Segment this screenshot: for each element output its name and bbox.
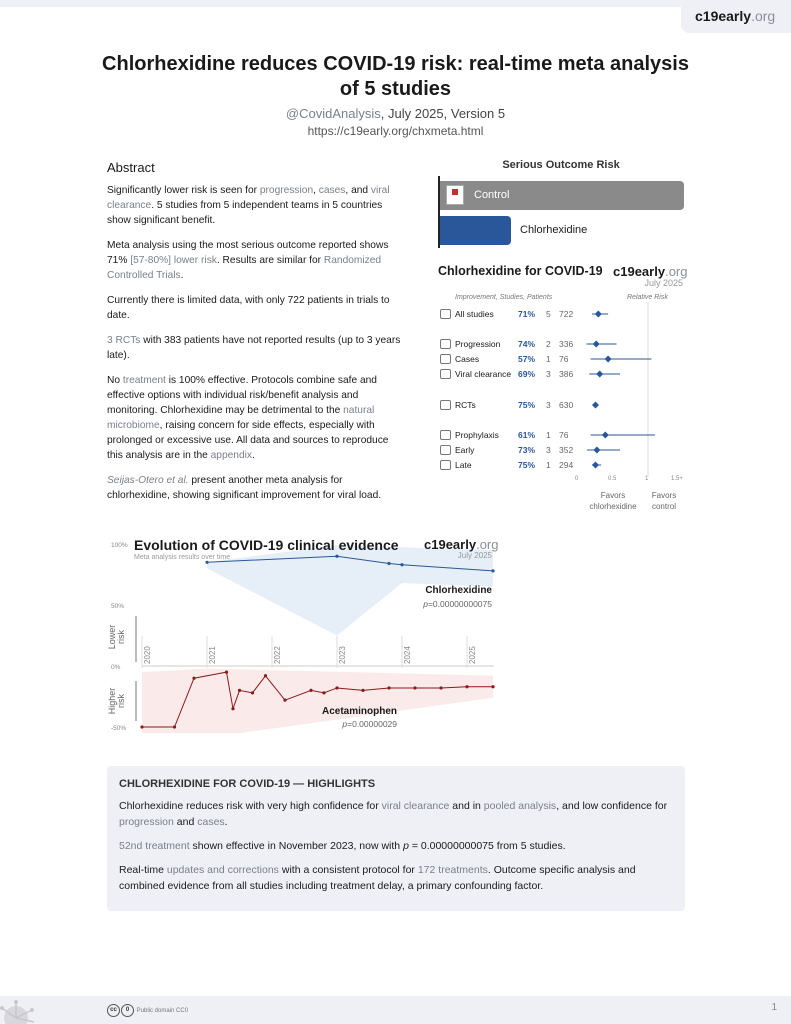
forest-plot	[438, 262, 688, 512]
forest-row	[438, 443, 688, 457]
forest-row	[438, 307, 688, 321]
forest-row	[438, 458, 688, 472]
favors-control: Favors control	[651, 491, 677, 511]
cases-icon	[440, 354, 451, 364]
link-lower-risk[interactable]: lower risk	[173, 255, 217, 266]
chlorhexidine-point	[205, 561, 208, 564]
forest-header-relative: Relative Risk	[627, 294, 668, 301]
year-label: 2024	[403, 646, 412, 664]
acetaminophen-point	[251, 691, 254, 694]
acetaminophen-p-value: p=0.00000029	[342, 719, 397, 729]
link-viral-clearance[interactable]: viral clearance	[107, 185, 390, 211]
forest-row-label: All studies	[455, 309, 494, 319]
hl-link-viral-clearance[interactable]: viral clearance	[381, 800, 450, 812]
abstract-p1: Significantly lower risk is seen for progression, cases, and viral clearance. 5 studies from 5 independent teams in 5 countries show significant benefit.	[107, 185, 390, 226]
forest-row-studies: 1	[546, 354, 551, 364]
forest-tick-1: 0.5	[608, 476, 617, 482]
hospital-icon	[446, 185, 464, 205]
forest-row-label: Cases	[455, 354, 480, 364]
acetaminophen-point	[413, 686, 416, 689]
forest-row	[438, 398, 688, 412]
year-label: 2023	[338, 646, 347, 664]
chlorhexidine-bar-label: Chlorhexidine	[520, 224, 588, 236]
forest-row	[438, 367, 688, 381]
virus-icon	[440, 369, 451, 379]
forest-row-patients: 76	[559, 430, 569, 440]
forest-row-studies: 3	[546, 445, 551, 455]
forest-row-patients: 722	[559, 309, 574, 319]
link-3-rcts[interactable]: 3 RCTs	[107, 335, 141, 346]
forest-row-label: Prophylaxis	[455, 430, 499, 440]
top-bar	[0, 0, 791, 7]
abstract-p4: 3 RCTs with 383 patients have not reported results (up to 3 years late).	[107, 335, 401, 361]
abstract	[107, 160, 407, 513]
byline: @CovidAnalysis, July 2025, Version 5	[285, 106, 506, 121]
acetaminophen-point	[264, 674, 267, 677]
higher-risk-label: Higher risk	[107, 687, 126, 715]
control-bar: Control	[440, 181, 684, 210]
license[interactable]: cc 0 Public domain CC0	[107, 1004, 188, 1017]
acetaminophen-point	[439, 686, 442, 689]
y-label-50: 50%	[111, 603, 125, 610]
summary-icon	[440, 309, 451, 319]
abstract-heading: Abstract	[107, 160, 155, 175]
forest-title: Chlorhexidine for COVID-19	[438, 264, 603, 278]
forest-row-label: Progression	[455, 339, 501, 349]
year-label: 2025	[468, 646, 477, 664]
forest-row	[438, 337, 688, 351]
forest-date: July 2025	[644, 278, 683, 288]
acetaminophen-point	[231, 707, 234, 710]
forest-row-patients: 294	[559, 460, 574, 470]
acetaminophen-point	[309, 689, 312, 692]
highlights-box	[107, 766, 685, 911]
link-treatment[interactable]: treatment	[122, 375, 166, 386]
chlorhexidine-point	[387, 562, 390, 565]
y-label-0: 0%	[111, 664, 121, 671]
forest-row-label: Viral clearance	[455, 369, 512, 379]
forest-row-studies: 3	[546, 369, 551, 379]
prophylaxis-icon	[440, 430, 451, 440]
forest-row-studies: 2	[546, 339, 551, 349]
forest-header-improvement: Improvement, Studies, Patients	[455, 294, 553, 301]
chlorhexidine-bar	[440, 216, 511, 245]
highlights-p2: 52nd treatment shown effective in November 2023, now with p = 0.00000000075 from 5 studies.	[119, 840, 566, 852]
forest-tick-0: 0	[575, 476, 579, 482]
acetaminophen-point	[387, 686, 390, 689]
forest-row	[438, 428, 688, 442]
early-icon	[440, 445, 451, 455]
forest-row-studies: 1	[546, 460, 551, 470]
forest-row	[438, 352, 688, 366]
forest-brand: c19early.org	[613, 264, 688, 279]
forest-row-patients: 630	[559, 400, 574, 410]
forest-row-label: Late	[455, 460, 472, 470]
link-rct[interactable]: Randomized Controlled Trials	[107, 255, 382, 281]
abstract-p3: Currently there is limited data, with only 722 patients in trials to date.	[107, 295, 390, 321]
cc-icon: cc	[107, 1004, 120, 1017]
forest-row-patients: 386	[559, 369, 574, 379]
lower-risk-label: Lower risk	[107, 624, 126, 650]
forest-row-pct: 74%	[518, 339, 536, 349]
hl-link-pooled-analysis[interactable]: pooled analysis	[483, 800, 557, 812]
forest-row-pct: 71%	[518, 309, 536, 319]
y-label-minus50: -50%	[111, 725, 127, 732]
forest-row-pct: 61%	[518, 430, 536, 440]
evolution-brand: c19early.org	[424, 537, 499, 552]
forest-row-patients: 336	[559, 339, 574, 349]
forest-row-studies: 1	[546, 430, 551, 440]
abstract-p6: Seijas‑Otero et al. present another meta analysis for chlorhexidine, showing significant improvement for viral load.	[107, 475, 382, 501]
forest-tick-3: 1.5+	[671, 476, 683, 482]
evolution-chart	[107, 536, 497, 736]
evolution-date: July 2025	[457, 551, 492, 560]
hl-link-172-treatments[interactable]: 172 treatments	[417, 864, 488, 876]
year-label: 2021	[208, 646, 217, 664]
acetaminophen-point	[192, 677, 195, 680]
year-label: 2020	[143, 646, 152, 664]
highlights-p3: Real‑time updates and corrections with a consistent protocol for 172 treatments. Outcome specific analysis and combined evidence from all studies including treatment delay, a primary confounding factor.	[119, 864, 636, 892]
forest-row-studies: 5	[546, 309, 551, 319]
author-link[interactable]: @CovidAnalysis	[285, 106, 381, 121]
hl-link-progression[interactable]: progression	[119, 816, 174, 828]
forest-row-patients: 76	[559, 354, 569, 364]
link-cases[interactable]: cases	[318, 185, 346, 196]
highlights-heading: CHLORHEXIDINE FOR COVID‑19 — HIGHLIGHTS	[119, 778, 376, 790]
forest-row-pct: 73%	[518, 445, 536, 455]
favors-chlorhexidine: Favors chlorhexidine	[589, 491, 637, 511]
page-number: 1	[771, 1002, 777, 1013]
acetaminophen-series-label: Acetaminophen	[321, 706, 397, 717]
forest-tick-2: 1	[645, 476, 649, 482]
forest-row-pct: 75%	[518, 460, 536, 470]
forest-row-pct: 75%	[518, 400, 536, 410]
page-url[interactable]: https://c19early.org/chxmeta.html	[307, 124, 484, 138]
rct-icon	[440, 400, 451, 410]
forest-row-patients: 352	[559, 445, 574, 455]
acetaminophen-point	[173, 725, 176, 728]
link-microbiome[interactable]: natural microbiome	[107, 405, 375, 431]
abstract-p5: No treatment is 100% effective. Protocols combine safe and effective options with individual risk/benefit analysis and monitoring. Chlorhexidine may be detrimental to the natural microbiome, raising concern for side effects, especially with prolonged or excessive use. All data and sources to reproduce this analysis are in the appendix.	[107, 375, 389, 461]
forest-row-label: RCTs	[455, 400, 476, 410]
progression-icon	[440, 339, 451, 349]
acetaminophen-point	[140, 725, 143, 728]
forest-row-studies: 3	[546, 400, 551, 410]
zero-icon: 0	[121, 1004, 134, 1017]
link-appendix[interactable]: appendix	[210, 450, 252, 461]
chlorhexidine-series-label: Chlorhexidine	[425, 585, 492, 596]
acetaminophen-point	[238, 689, 241, 692]
acetaminophen-point	[361, 689, 364, 692]
forest-row-label: Early	[455, 445, 475, 455]
abstract-p2: Meta analysis using the most serious outcome reported shows 71% [57‑80%] lower risk. Results are similar for Randomized Controlled Trials.	[107, 240, 389, 281]
chlorhexidine-p-value: p=0.00000000075	[423, 599, 492, 609]
acetaminophen-point	[322, 691, 325, 694]
y-label-100: 100%	[111, 542, 128, 549]
highlights-p1: Chlorhexidine reduces risk with very high confidence for viral clearance and in pooled analysis, and low confidence for progression and cases.	[119, 800, 668, 828]
chlorhexidine-point	[335, 555, 338, 558]
chlorhexidine-point	[400, 563, 403, 566]
site-brand[interactable]: c19early.org	[681, 0, 791, 33]
link-progression[interactable]: progression	[259, 185, 314, 196]
confidence-interval: [57‑80%]	[130, 255, 172, 266]
acetaminophen-point	[491, 685, 494, 688]
late-icon	[440, 460, 451, 470]
evolution-subtitle: Meta analysis results over time	[134, 554, 231, 561]
acetaminophen-point	[465, 685, 468, 688]
acetaminophen-point	[225, 671, 228, 674]
serious-outcome-title: Serious Outcome Risk	[502, 159, 620, 171]
page-title: Chlorhexidine reduces COVID-19 risk: real-time meta analysis of 5 studies	[102, 53, 689, 100]
link-seijas-otero[interactable]: Seijas‑Otero et al.	[107, 475, 189, 486]
forest-row-pct: 57%	[518, 354, 536, 364]
acetaminophen-point	[335, 686, 338, 689]
hl-link-52nd-treatment[interactable]: 52nd treatment	[119, 840, 190, 852]
hl-link-updates[interactable]: updates and corrections	[166, 864, 279, 876]
forest-row-pct: 69%	[518, 369, 536, 379]
virus-icon	[0, 988, 40, 1024]
year-label: 2022	[273, 646, 282, 664]
chlorhexidine-point	[491, 569, 494, 572]
evolution-title: Evolution of COVID-19 clinical evidence	[134, 537, 399, 553]
acetaminophen-point	[283, 699, 286, 702]
hl-link-cases[interactable]: cases	[197, 816, 225, 828]
